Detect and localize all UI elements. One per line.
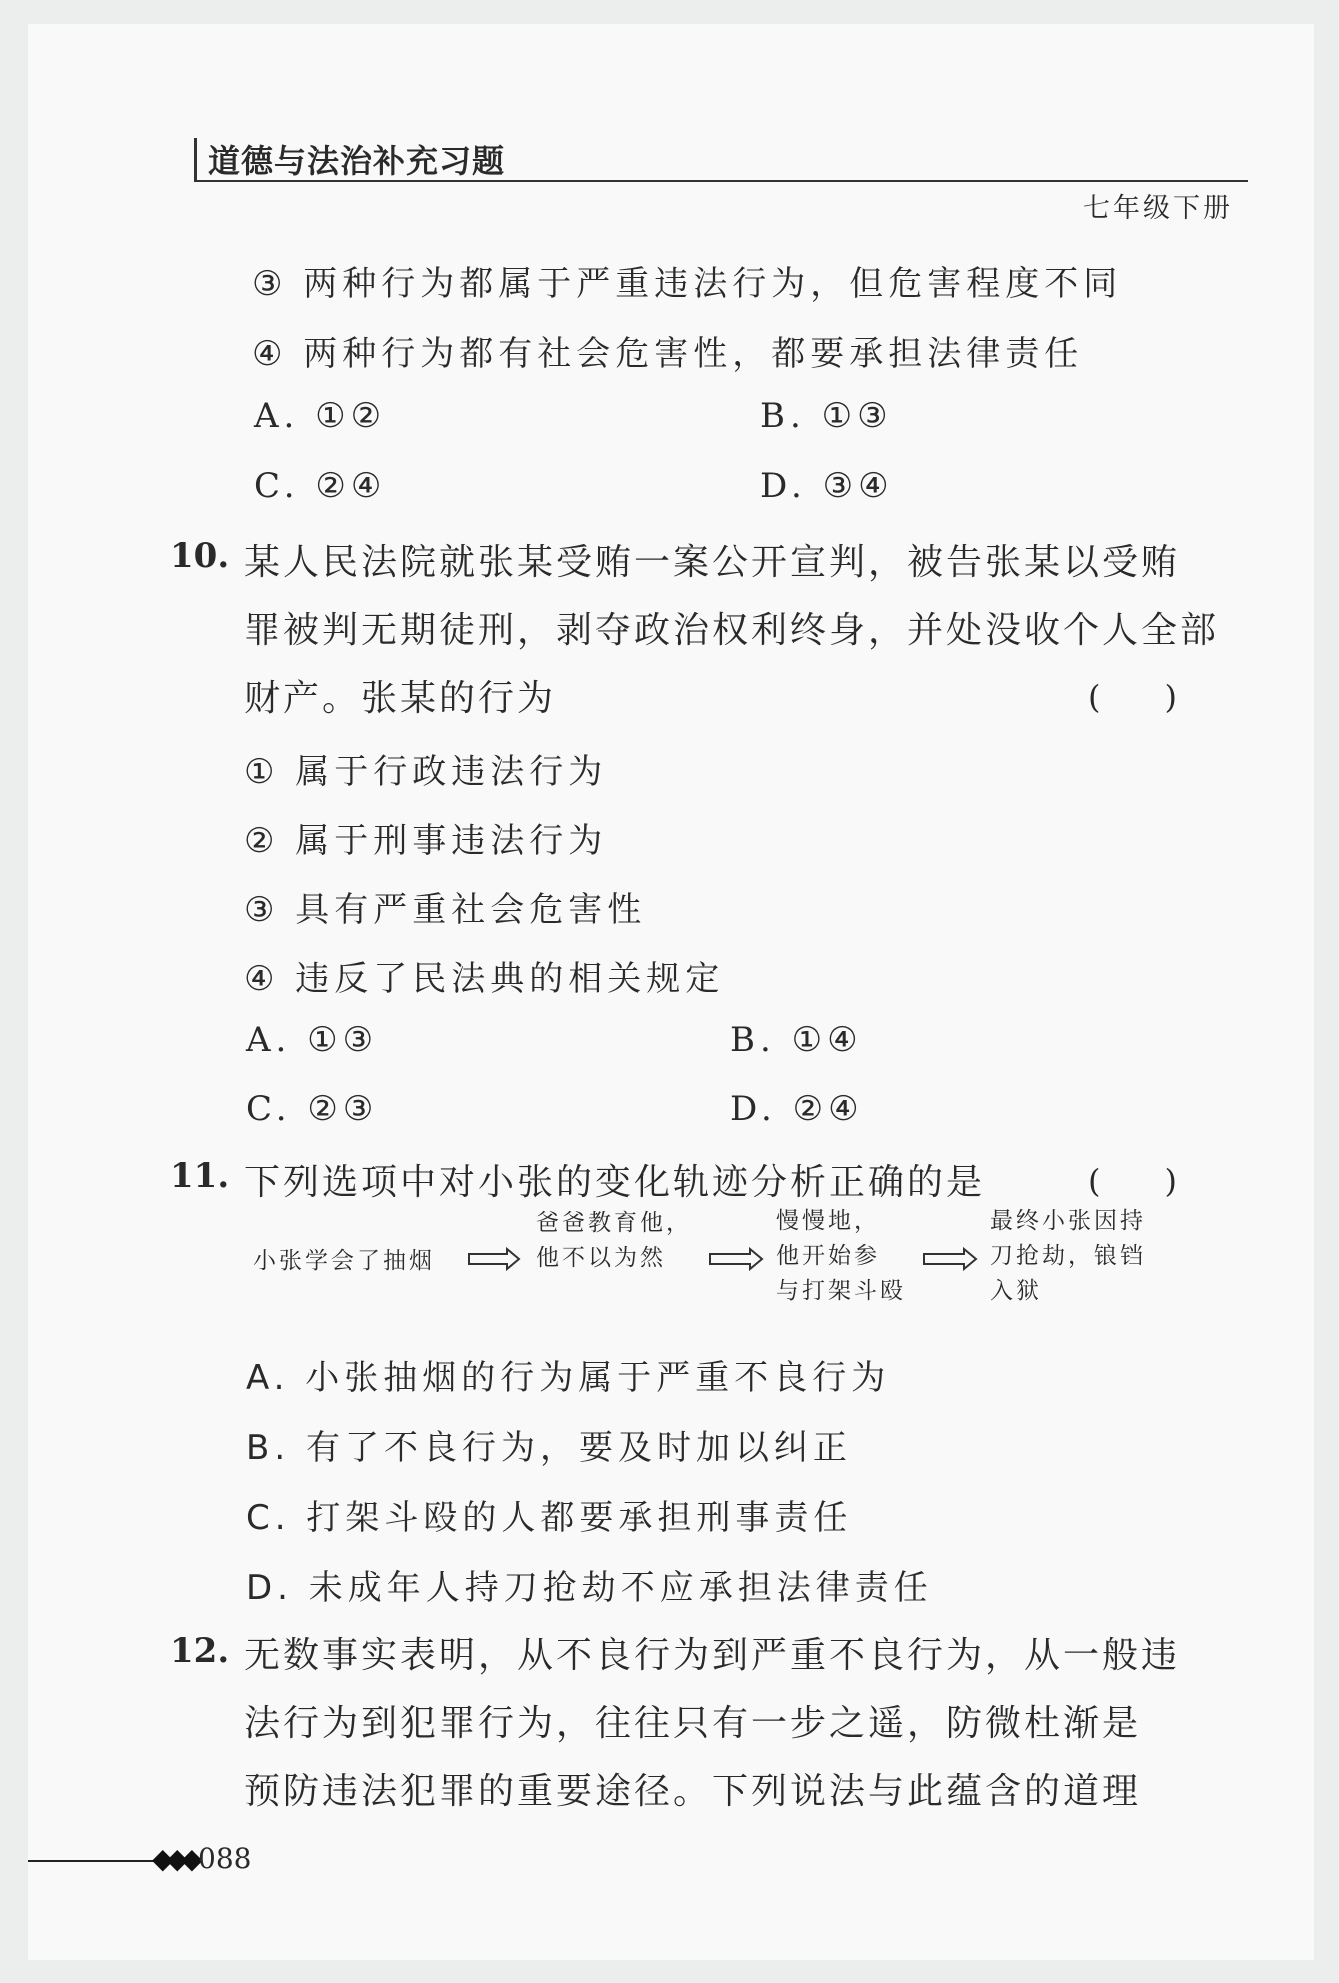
textbook-page xyxy=(28,24,1314,1960)
q9-option-b[interactable]: B. ①③ xyxy=(760,396,893,436)
q12-stem-line-1: 无数事实表明，从不良行为到严重不良行为，从一般违 xyxy=(244,1635,1181,1676)
grade-volume: 七年级下册 xyxy=(1083,193,1233,224)
flow-arrow-3-icon xyxy=(922,1246,978,1272)
q10-statement-1: ① 属于行政违法行为 xyxy=(244,752,608,792)
q10-statement-4: ④ 违反了民法典的相关规定 xyxy=(244,959,725,999)
q12-stem-line-2: 法行为到犯罪行为，往往只有一步之遥，防微杜渐是 xyxy=(244,1703,1142,1744)
q9-option-d[interactable]: D. ③④ xyxy=(760,466,894,506)
q11-option-c[interactable]: C. 打架斗殴的人都要承担刑事责任 xyxy=(246,1498,853,1538)
q11-stem: 下列选项中对小张的变化轨迹分析正确的是 xyxy=(244,1162,986,1203)
q9-statement-4: ④ 两种行为都有社会危害性，都要承担法律责任 xyxy=(252,334,1084,374)
q11-number: 11. xyxy=(170,1156,230,1196)
q9-statement-3: ③ 两种行为都属于严重违法行为，但危害程度不同 xyxy=(252,264,1123,304)
book-title: 道德与法治补充习题 xyxy=(208,142,506,180)
q10-option-a[interactable]: A. ①③ xyxy=(246,1020,379,1060)
q10-number: 10. xyxy=(170,536,230,576)
flow-arrow-1-icon xyxy=(467,1246,521,1272)
q10-option-b[interactable]: B. ①④ xyxy=(730,1020,863,1060)
q11-answer-blank[interactable]: ( ) xyxy=(1088,1162,1177,1200)
flow-step-3: 慢慢地， 他开始参 与打架斗殴 xyxy=(776,1208,906,1304)
q9-option-c[interactable]: C. ②④ xyxy=(254,466,387,506)
flow-step-2: 爸爸教育他， 他不以为然 xyxy=(536,1210,692,1271)
q11-option-a[interactable]: A. 小张抽烟的行为属于严重不良行为 xyxy=(246,1358,891,1398)
q10-stem-line-3: 财产。张某的行为 xyxy=(244,678,557,719)
q10-stem-line-2: 罪被判无期徒刑，剥夺政治权利终身，并处没收个人全部 xyxy=(244,610,1220,651)
flow-step-1: 小张学会了抽烟 xyxy=(253,1248,435,1274)
q12-number: 12. xyxy=(170,1631,230,1671)
q10-statement-2: ② 属于刑事违法行为 xyxy=(244,821,608,861)
page-number: 088 xyxy=(198,1842,252,1875)
q10-stem-line-1: 某人民法院就张某受贿一案公开宣判，被告张某以受贿 xyxy=(244,542,1181,583)
footer-rule xyxy=(28,1860,154,1862)
q10-answer-blank[interactable]: ( ) xyxy=(1088,678,1177,716)
q10-statement-3: ③ 具有严重社会危害性 xyxy=(244,890,647,930)
q10-option-c[interactable]: C. ②③ xyxy=(246,1089,379,1129)
q9-option-a[interactable]: A. ①② xyxy=(254,396,387,436)
q12-stem-line-3: 预防违法犯罪的重要途径。下列说法与此蕴含的道理 xyxy=(244,1771,1142,1812)
diamond-ornament-icon: ◆◆◆ xyxy=(152,1842,196,1875)
header-vertical-rule xyxy=(194,138,197,182)
q11-option-d[interactable]: D. 未成年人持刀抢劫不应承担法律责任 xyxy=(246,1568,933,1608)
flow-step-4: 最终小张因持 刀抢劫，锒铛 入狱 xyxy=(990,1208,1146,1304)
flow-arrow-2-icon xyxy=(708,1246,764,1272)
q10-option-d[interactable]: D. ②④ xyxy=(730,1089,864,1129)
page-header xyxy=(194,136,1248,182)
q11-option-b[interactable]: B. 有了不良行为，要及时加以纠正 xyxy=(246,1428,852,1468)
